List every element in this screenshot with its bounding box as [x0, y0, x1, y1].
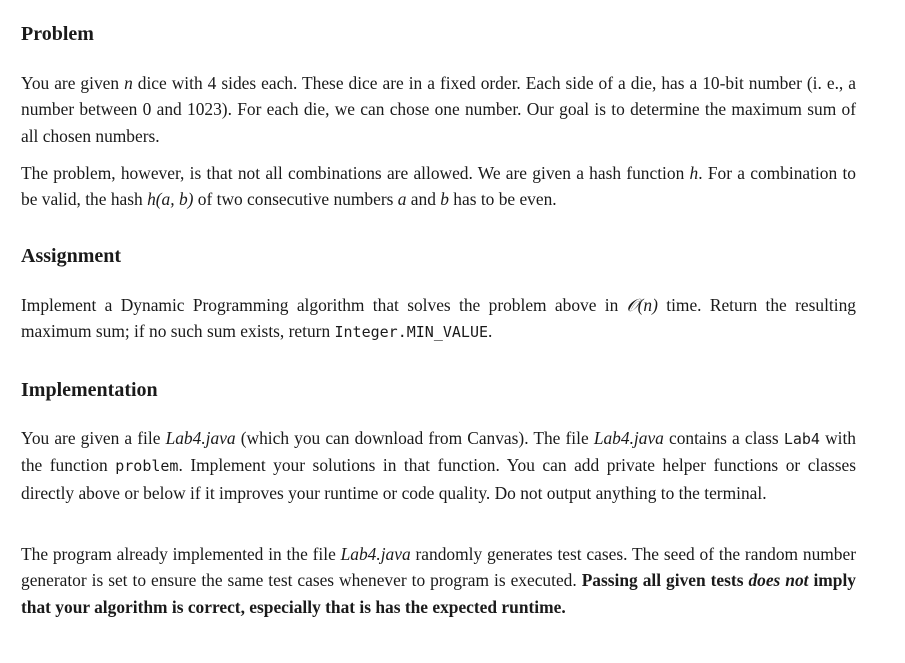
math-b: b — [440, 189, 449, 210]
file-name: Lab4.java — [165, 428, 236, 448]
math-h: h — [689, 163, 699, 183]
assignment-paragraph: Implement a Dynamic Programming algorithm that solves the problem above in 𝒪(n) time. Return the resulting maximum sum; if no such sum exists, return Integer.MIN_VALUE. — [21, 295, 856, 342]
math-hab: h(a, b) — [147, 189, 194, 210]
code-min-value: Integer.MIN_VALUE — [334, 323, 489, 342]
code-function-name: problem — [115, 457, 179, 476]
problem-paragraph-1: You are given n dice with 4 sides each. These dice are in a fixed order. Each side of a die, has a 10-bit number (i. e., a number between 0 and 1023). For each die, we can chose one number. Our goal is to determine the maximum sum of all chosen numbers. — [21, 73, 856, 146]
file-name: Lab4.java — [593, 428, 664, 448]
file-name: Lab4.java — [340, 544, 411, 564]
implementation-paragraph-1: You are given a file Lab4.java (which you can download from Canvas). The file Lab4.java contains a class Lab4 with the function problem. Implement your solutions in that function. You can add private helper functions or classes directly above or below if it improves your runtime or code quality. Do not output anything to the terminal. — [21, 428, 856, 503]
implementation-heading: Implementation — [21, 379, 158, 401]
problem-paragraph-2: The problem, however, is that not all combinations are allowed. We are given a hash function h. For a combination to be valid, the hash h(a, b) of two consecutive numbers a and b has to be even. — [21, 163, 856, 210]
problem-heading: Problem — [21, 23, 94, 45]
math-a: a — [397, 189, 407, 210]
assignment-heading: Assignment — [21, 245, 122, 267]
math-n: n — [124, 73, 133, 93]
math-complexity: 𝒪(n) — [626, 295, 658, 315]
code-class-name: Lab4 — [783, 430, 820, 448]
implementation-paragraph-2: The program already implemented in the file Lab4.java randomly generates test cases. The seed of the random number generator is set to ensure the same test cases whenever to program is executed. Passing all given tests does not imply that your algorithm is correct, especially that is has the expected runtime. — [21, 544, 856, 617]
warning-bold: Passing all given tests does not imply that your algorithm is correct, especially that is has the expected runtime. — [21, 570, 856, 617]
